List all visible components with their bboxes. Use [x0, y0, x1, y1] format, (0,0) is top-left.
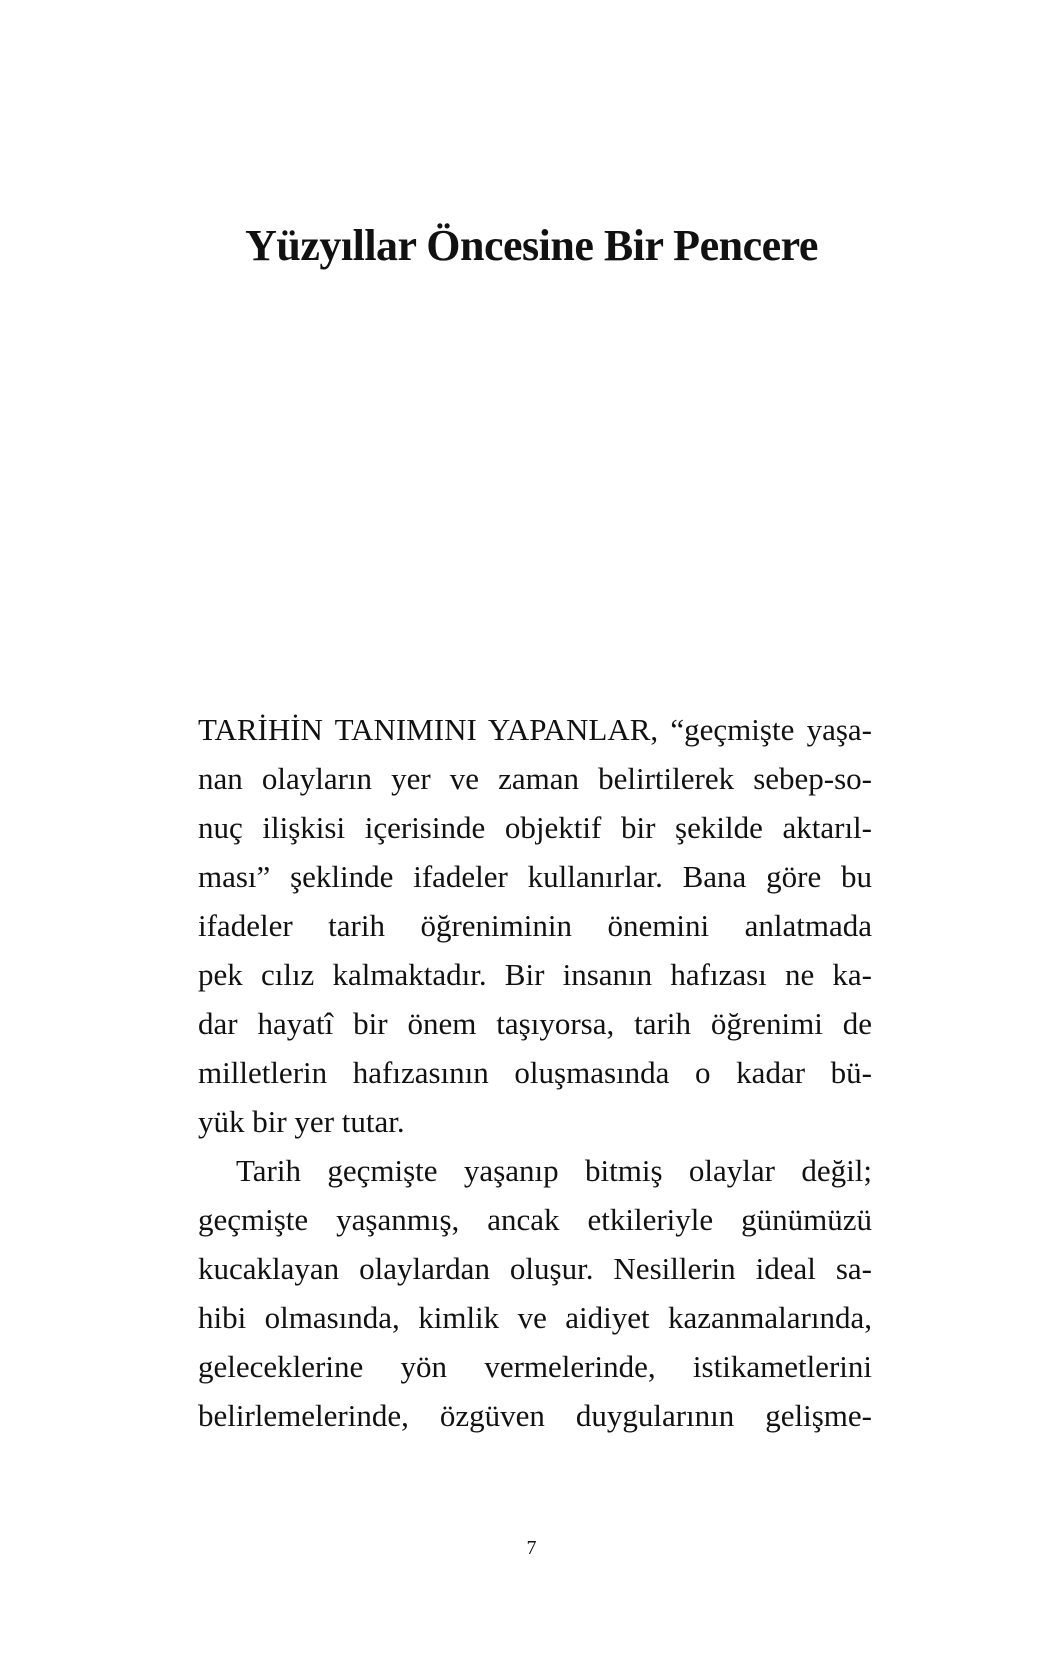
text-line: yük bir yer tutar.: [198, 1104, 405, 1139]
text-line: geleceklerine yön vermelerinde, istikametlerini: [198, 1349, 872, 1384]
text-line: dar hayatî bir önem taşıyorsa, tarih öğrenimi de: [198, 1006, 872, 1041]
text-line: nan olayların yer ve zaman belirtilerek sebep-so-: [198, 761, 872, 796]
paragraph-1: [198, 705, 872, 1146]
page-number: 7: [526, 1537, 537, 1559]
text-line: milletlerin hafızasının oluşmasında o kadar bü-: [198, 1055, 872, 1090]
paragraph-2: [198, 1146, 872, 1440]
text-line: Tarih geçmişte yaşanıp bitmiş olaylar değil;: [236, 1153, 872, 1188]
text-line: nuç ilişkisi içerisinde objektif bir şekilde aktarıl-: [198, 810, 872, 845]
body-text: [198, 705, 872, 1440]
text-line: TARİHİN TANIMINI YAPANLAR, “geçmişte yaşa-: [198, 712, 872, 747]
text-line: belirlemelerinde, özgüven duygularının gelişme-: [198, 1398, 872, 1433]
text-line: kucaklayan olaylardan oluşur. Nesillerin ideal sa-: [198, 1251, 872, 1286]
text-line: ması” şeklinde ifadeler kullanırlar. Bana göre bu: [198, 859, 872, 894]
chapter-title: Yüzyıllar Öncesine Bir Pencere: [245, 221, 818, 270]
text-line: pek cılız kalmaktadır. Bir insanın hafızası ne ka-: [198, 957, 872, 992]
text-line: geçmişte yaşanmış, ancak etkileriyle günümüzü: [198, 1202, 872, 1237]
text-line: ifadeler tarih öğreniminin önemini anlatmada: [198, 908, 872, 943]
text-line: hibi olmasında, kimlik ve aidiyet kazanmalarında,: [198, 1300, 872, 1335]
